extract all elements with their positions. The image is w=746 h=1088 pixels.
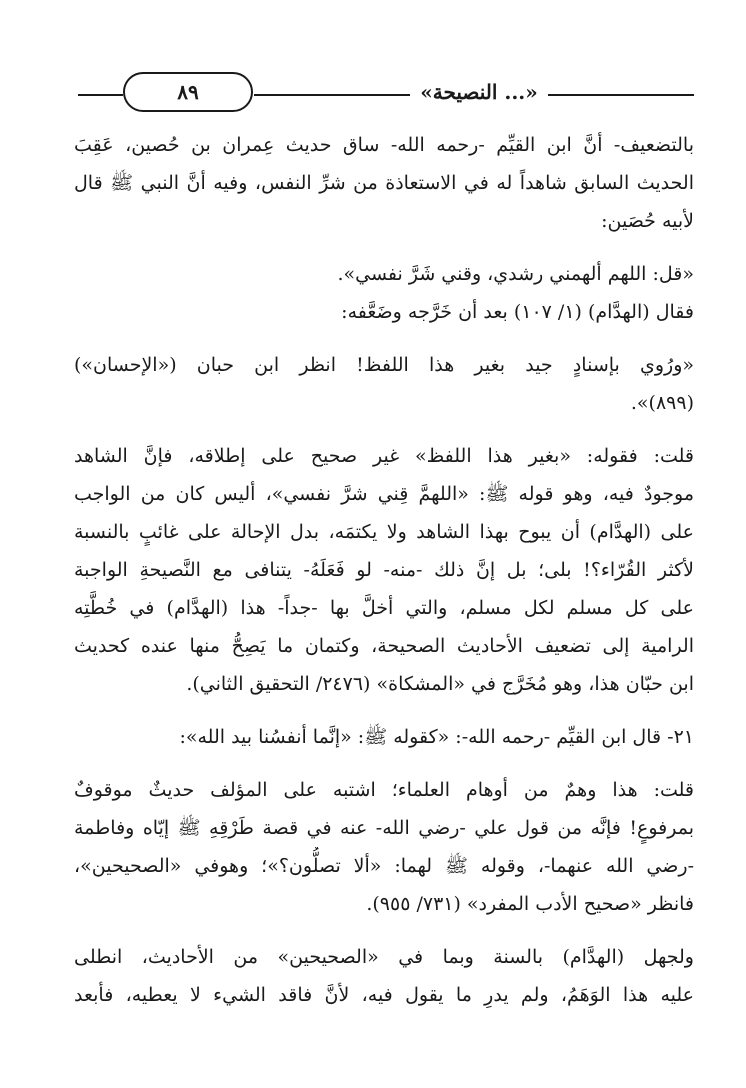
page-header	[78, 72, 694, 112]
text-line: عليه هذا الوَهَمُ، ولم يدرِ ما يقول فيه، لأنَّ فاقد الشيء لا يعطيه، فأبعد	[74, 984, 694, 1006]
page-body	[74, 126, 694, 1014]
text-line: فانظر «صحيح الأدب المفرد» (٧٣١/ ٩٥٥).	[366, 893, 694, 915]
text-line: قلت: هذا وهمٌ من أوهام العلماء؛ اشتبه على المؤلف حديثٌ موقوفٌ	[74, 779, 694, 801]
text-line: ابن حبّان هذا، وهو مُخَرَّج في «المشكاة» (٢٤٧٦/ التحقيق الثاني).	[186, 673, 694, 695]
text-line: قلت: فقوله: «بغير هذا اللفظ» غير صحيح على إطلاقه، فإنَّ الشاهد	[74, 445, 694, 467]
text-line: موجودٌ فيه، وهو قوله ﷺ: «اللهمَّ قِني شرَّ نفسي»، أليس كان من الواجب	[74, 483, 694, 505]
running-title: «النصيحة ...»	[420, 80, 538, 104]
text-line: الرامية إلى تضعيف الأحاديث الصحيحة، وكتمان ما يَصِحُّ منها عنده كحديث	[74, 635, 694, 657]
text-line: على كل مسلم لكل مسلم، والتي أخلَّ بها -جداً- هذا (الهدَّام) في خُطَّتِه	[74, 597, 694, 619]
header-rule-right	[548, 94, 694, 96]
header-rule-middle	[254, 94, 410, 96]
page-number: ٨٩	[123, 72, 253, 112]
text-line: لأبيه حُصَين:	[601, 210, 694, 232]
text-line: (٨٩٩)».	[630, 392, 694, 414]
text-line: ٢١- قال ابن القيِّم -رحمه الله-: «كقوله ﷺ: «إنَّما أنفسُنا بيد الله»:	[179, 726, 694, 748]
text-line: ولجهل (الهدَّام) بالسنة وبما في «الصحيحين» من الأحاديث، انطلى	[74, 946, 694, 968]
text-line: فقال (الهدَّام) (١/ ١٠٧) بعد أن خَرَّجه وضَعَّفه:	[341, 301, 694, 323]
text-line: -رضي الله عنهما-، وقوله ﷺ لهما: «ألا تصلُّون؟»؛ وهوفي «الصحيحين»،	[74, 855, 694, 877]
header-rule-left	[78, 94, 123, 96]
text-line: بالتضعيف- أنَّ ابن القيِّم -رحمه الله- ساق حديث عِمران بن حُصين، عَقِبَ	[74, 134, 694, 156]
text-line: الحديث السابق شاهداً له في الاستعاذة من شرِّ النفس، وفيه أنَّ النبي ﷺ قال	[74, 172, 694, 194]
text-line: «ورُوي بإسنادٍ جيد بغير هذا اللفظ! انظر ابن حبان («الإحسان»)	[74, 354, 694, 376]
text-line: «قل: اللهم ألهمني رشدي، وقني شَرَّ نفسي».	[337, 263, 694, 285]
text-line: بمرفوعٍ! فإنَّه من قول علي -رضي الله- عنه في قصة طَرْقِهِ ﷺ إيّاه وفاطمة	[74, 817, 694, 839]
text-line: لأكثر القُرّاء؟! بلى؛ بل إنَّ ذلك -منه- لو فَعَلَهُ- يتنافى مع النَّصيحةِ الواجبة	[74, 559, 694, 581]
text-line: على (الهدَّام) أن يبوح بهذا الشاهد ولا يكتمَه، بدل الإحالة على غائبٍ بالنسبة	[74, 521, 694, 543]
